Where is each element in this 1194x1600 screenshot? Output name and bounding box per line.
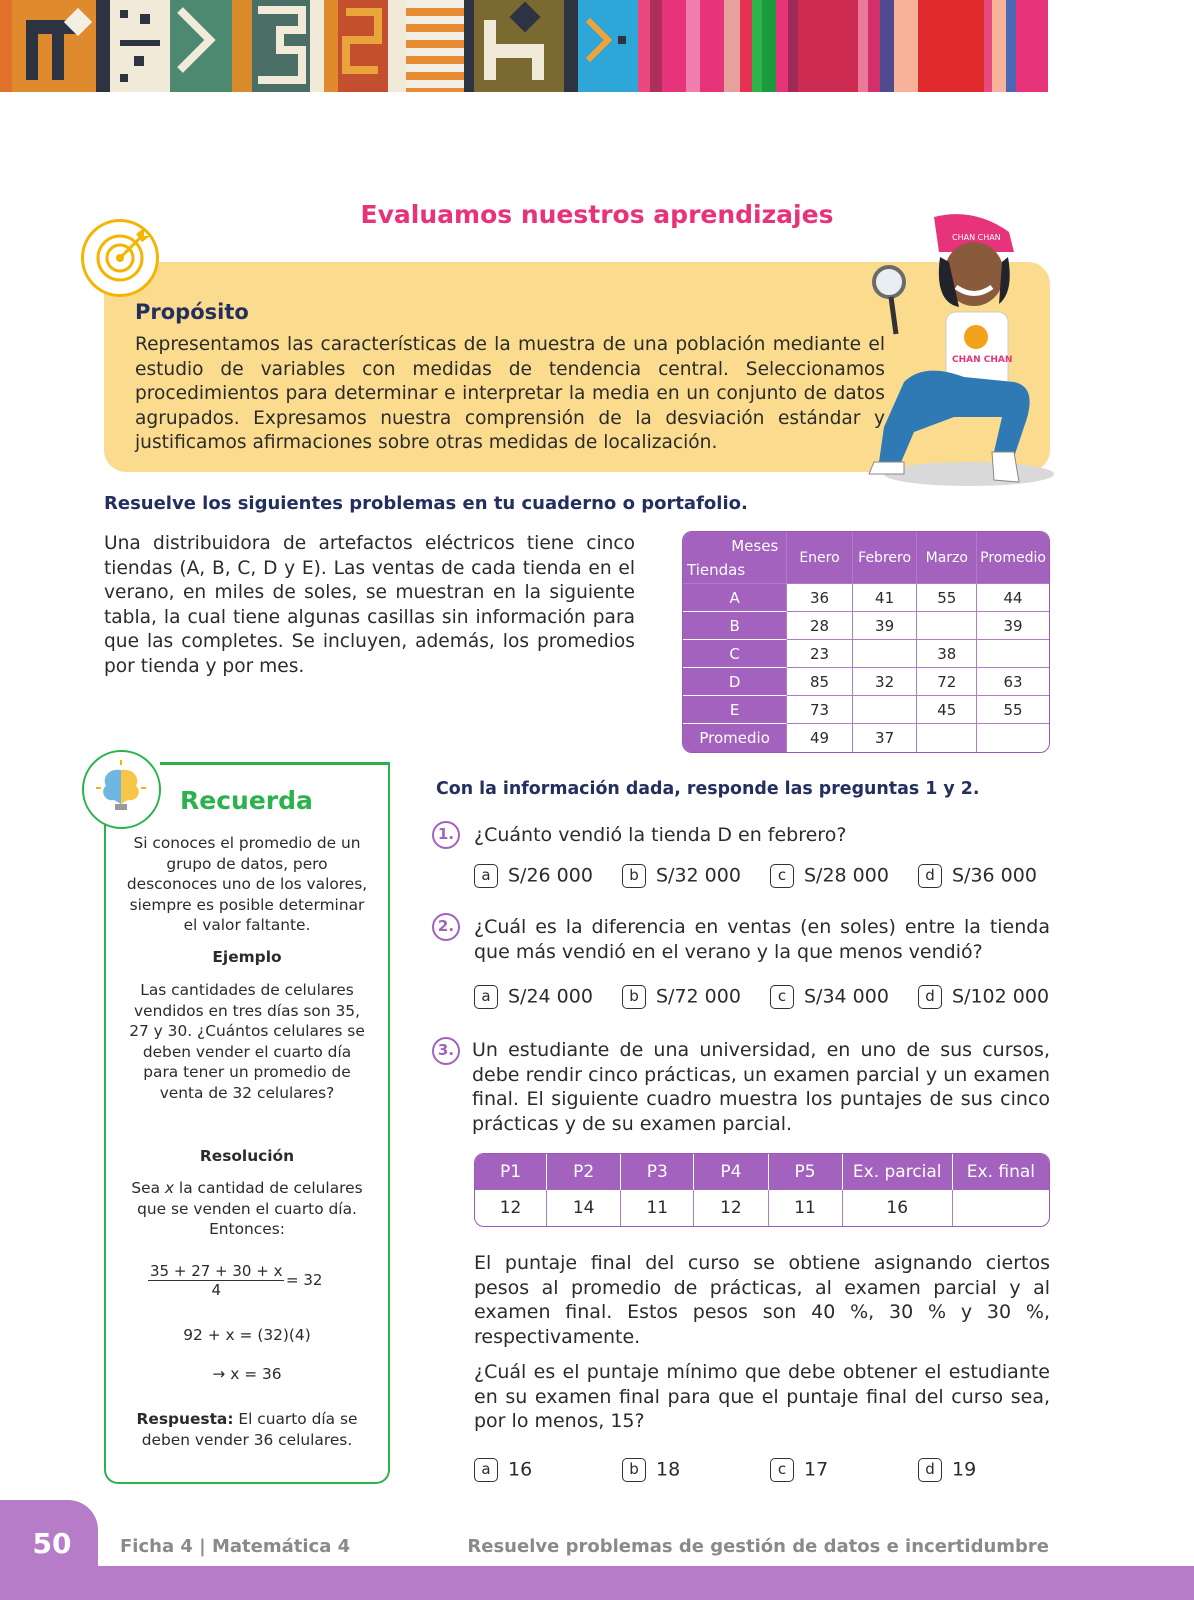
example-text: Las cantidades de celulares vendidos en tres días son 35, 27 y 30. ¿Cuántos celulares se deben vender el cuarto día para tener un promedio de venta de 32 celulares?	[129, 981, 365, 1102]
option-a[interactable]: a S/24 000	[474, 985, 593, 1009]
table-cell	[917, 724, 977, 752]
problem-intro: Una distribuidora de artefactos eléctricos tiene cinco tiendas (A, B, C, D y E). Las ventas de cada tienda en el verano, en miles de soles, se muestran en la siguiente tabla, la cual tiene algunas casillas sin información para que las completes. Se incluyen, además, los promedios por tienda y por mes.	[104, 533, 635, 677]
table-cell: 23	[787, 640, 852, 668]
table-cell	[853, 640, 918, 668]
table-cell: 73	[787, 696, 852, 724]
recuerda-title: Recuerda	[180, 786, 313, 815]
corner-bottom-label: Tiendas	[687, 561, 746, 579]
option-d[interactable]: d S/102 000	[918, 985, 1049, 1009]
page-title: Evaluamos nuestros aprendizajes	[360, 200, 834, 229]
footer-right-text: Resuelve problemas de gestión de datos e incertidumbre	[467, 1536, 1049, 1557]
equation-denominator: 4	[211, 1281, 221, 1299]
table-cell: 38	[917, 640, 977, 668]
column-header: Enero	[787, 532, 852, 584]
column-header: Febrero	[853, 532, 918, 584]
question-number: 3.	[432, 1037, 460, 1065]
equation-3: → x = 36	[212, 1365, 282, 1383]
questions-intro: Con la información dada, responde las preguntas 1 y 2.	[436, 779, 980, 799]
table-row	[475, 1190, 1049, 1226]
option-b[interactable]: b 18	[622, 1458, 680, 1482]
column-header: Marzo	[917, 532, 977, 584]
table-corner-cell	[683, 532, 787, 584]
table-cell: 11	[769, 1190, 843, 1226]
table-cell: 12	[694, 1190, 768, 1226]
table-row	[683, 612, 1049, 640]
table-cell: 44	[977, 584, 1049, 612]
table-cell: 41	[853, 584, 918, 612]
table-cell	[977, 640, 1049, 668]
table-cell: 12	[475, 1190, 547, 1226]
option-c[interactable]: c 17	[770, 1458, 828, 1482]
option-c[interactable]: c S/28 000	[770, 864, 889, 888]
question-text-3: ¿Cuál es el puntaje mínimo que debe obtener el estudiante en su examen final para que el puntaje final del curso sea, por lo menos, 15?	[474, 1361, 1050, 1433]
table-cell: 45	[917, 696, 977, 724]
question-number: 1.	[432, 821, 460, 849]
table-row	[683, 696, 1049, 724]
shirt-text: CHAN CHAN	[952, 355, 1013, 365]
resolution-heading: Resolución	[199, 1147, 295, 1165]
equation-numerator: 35 + 27 + 30 + x	[150, 1262, 283, 1280]
corner-top-label: Meses	[731, 537, 779, 555]
example-heading: Ejemplo	[212, 948, 282, 966]
row-header: Promedio	[683, 724, 787, 752]
table-cell	[917, 612, 977, 640]
sales-table	[682, 531, 1050, 753]
question-text: ¿Cuánto vendió la tienda D en febrero?	[474, 824, 847, 846]
option-a[interactable]: a 16	[474, 1458, 532, 1482]
table-cell: 49	[787, 724, 852, 752]
column-header: Promedio	[977, 532, 1049, 584]
table-cell: 28	[787, 612, 852, 640]
row-header: B	[683, 612, 787, 640]
page-number: 50	[32, 1527, 72, 1560]
purpose-heading: Propósito	[135, 300, 249, 324]
column-header: Ex. final	[953, 1154, 1049, 1190]
table-cell	[853, 696, 918, 724]
recuerda-intro: Si conoces el promedio de un grupo de datos, pero desconoces uno de los valores, siempre es posible determinar el valor faltante.	[126, 834, 368, 935]
option-c[interactable]: c S/34 000	[770, 985, 889, 1009]
column-header: P3	[621, 1154, 694, 1190]
question-text: ¿Cuál es la diferencia en ventas (en soles) entre la tienda que más vendió en el verano y la que menos vendió?	[474, 916, 1050, 963]
option-a[interactable]: a S/26 000	[474, 864, 593, 888]
table-row	[683, 724, 1049, 752]
column-header: P2	[547, 1154, 621, 1190]
table-cell: 55	[917, 584, 977, 612]
table-cell: 32	[853, 668, 918, 696]
table-row	[683, 640, 1049, 668]
resolution-text: Sea x la cantidad de celulares que se venden el cuarto día. Entonces:	[131, 1179, 363, 1239]
column-header: Ex. parcial	[843, 1154, 953, 1190]
table-row	[683, 584, 1049, 612]
option-b[interactable]: b S/72 000	[622, 985, 741, 1009]
girl-with-magnifier-illustration	[864, 212, 1054, 497]
question-text-2: El puntaje final del curso se obtiene asignando ciertos pesos al promedio de prácticas, al examen parcial y al examen final. Estos pesos son 40 %, 30 % y 30 %, respectivamente.	[474, 1252, 1050, 1348]
decorative-banner	[0, 0, 1194, 92]
option-d[interactable]: d S/36 000	[918, 864, 1037, 888]
recuerda-border-top	[160, 762, 390, 765]
row-header: A	[683, 584, 787, 612]
option-b[interactable]: b S/32 000	[622, 864, 741, 888]
row-header: C	[683, 640, 787, 668]
instruction: Resuelve los siguientes problemas en tu cuaderno o portafolio.	[104, 493, 748, 514]
table-cell: 14	[547, 1190, 621, 1226]
cap-text: CHAN CHAN	[952, 233, 1001, 242]
equation-fraction	[148, 1262, 284, 1299]
footer-left-text: Ficha 4 | Matemática 4	[120, 1536, 351, 1557]
table-cell: 72	[917, 668, 977, 696]
row-header: E	[683, 696, 787, 724]
table-cell: 16	[843, 1190, 953, 1226]
question-number: 2.	[432, 913, 460, 941]
column-header: P4	[694, 1154, 768, 1190]
table-cell	[953, 1190, 1049, 1226]
table-cell: 55	[977, 696, 1049, 724]
table-cell	[977, 724, 1049, 752]
purpose-text: Representamos las características de la muestra de una población mediante el estudio de variables con medidas de tendencia central. Seleccionamos procedimientos para determinar e interpretar la media en un conjunto de datos agrupados. Expresamos nuestra comprensión de la desviación estándar y justificamos afirmaciones sobre otras medidas de localización.	[135, 334, 885, 453]
table-cell: 85	[787, 668, 852, 696]
table-cell: 39	[853, 612, 918, 640]
scores-table	[474, 1153, 1050, 1227]
option-d[interactable]: d 19	[918, 1458, 976, 1482]
recuerda-answer: Respuesta: El cuarto día se deben vender 36 celulares.	[136, 1410, 358, 1449]
row-header: D	[683, 668, 787, 696]
question-text: Un estudiante de una universidad, en uno de sus cursos, debe rendir cinco prácticas, un examen parcial y un examen final. El siguiente cuadro muestra los puntajes de sus cinco prácticas y de su examen parcial.	[472, 1039, 1050, 1135]
column-header: P1	[475, 1154, 547, 1190]
equation-2: 92 + x = (32)(4)	[183, 1326, 311, 1344]
target-icon	[81, 219, 159, 297]
table-cell: 63	[977, 668, 1049, 696]
brain-lightbulb-icon	[82, 750, 161, 829]
equation-result: = 32	[286, 1271, 323, 1289]
table-row	[683, 668, 1049, 696]
table-cell: 11	[621, 1190, 694, 1226]
column-header: P5	[769, 1154, 843, 1190]
table-cell: 37	[853, 724, 918, 752]
table-cell: 36	[787, 584, 852, 612]
footer-bar	[0, 1566, 1194, 1600]
table-cell: 39	[977, 612, 1049, 640]
